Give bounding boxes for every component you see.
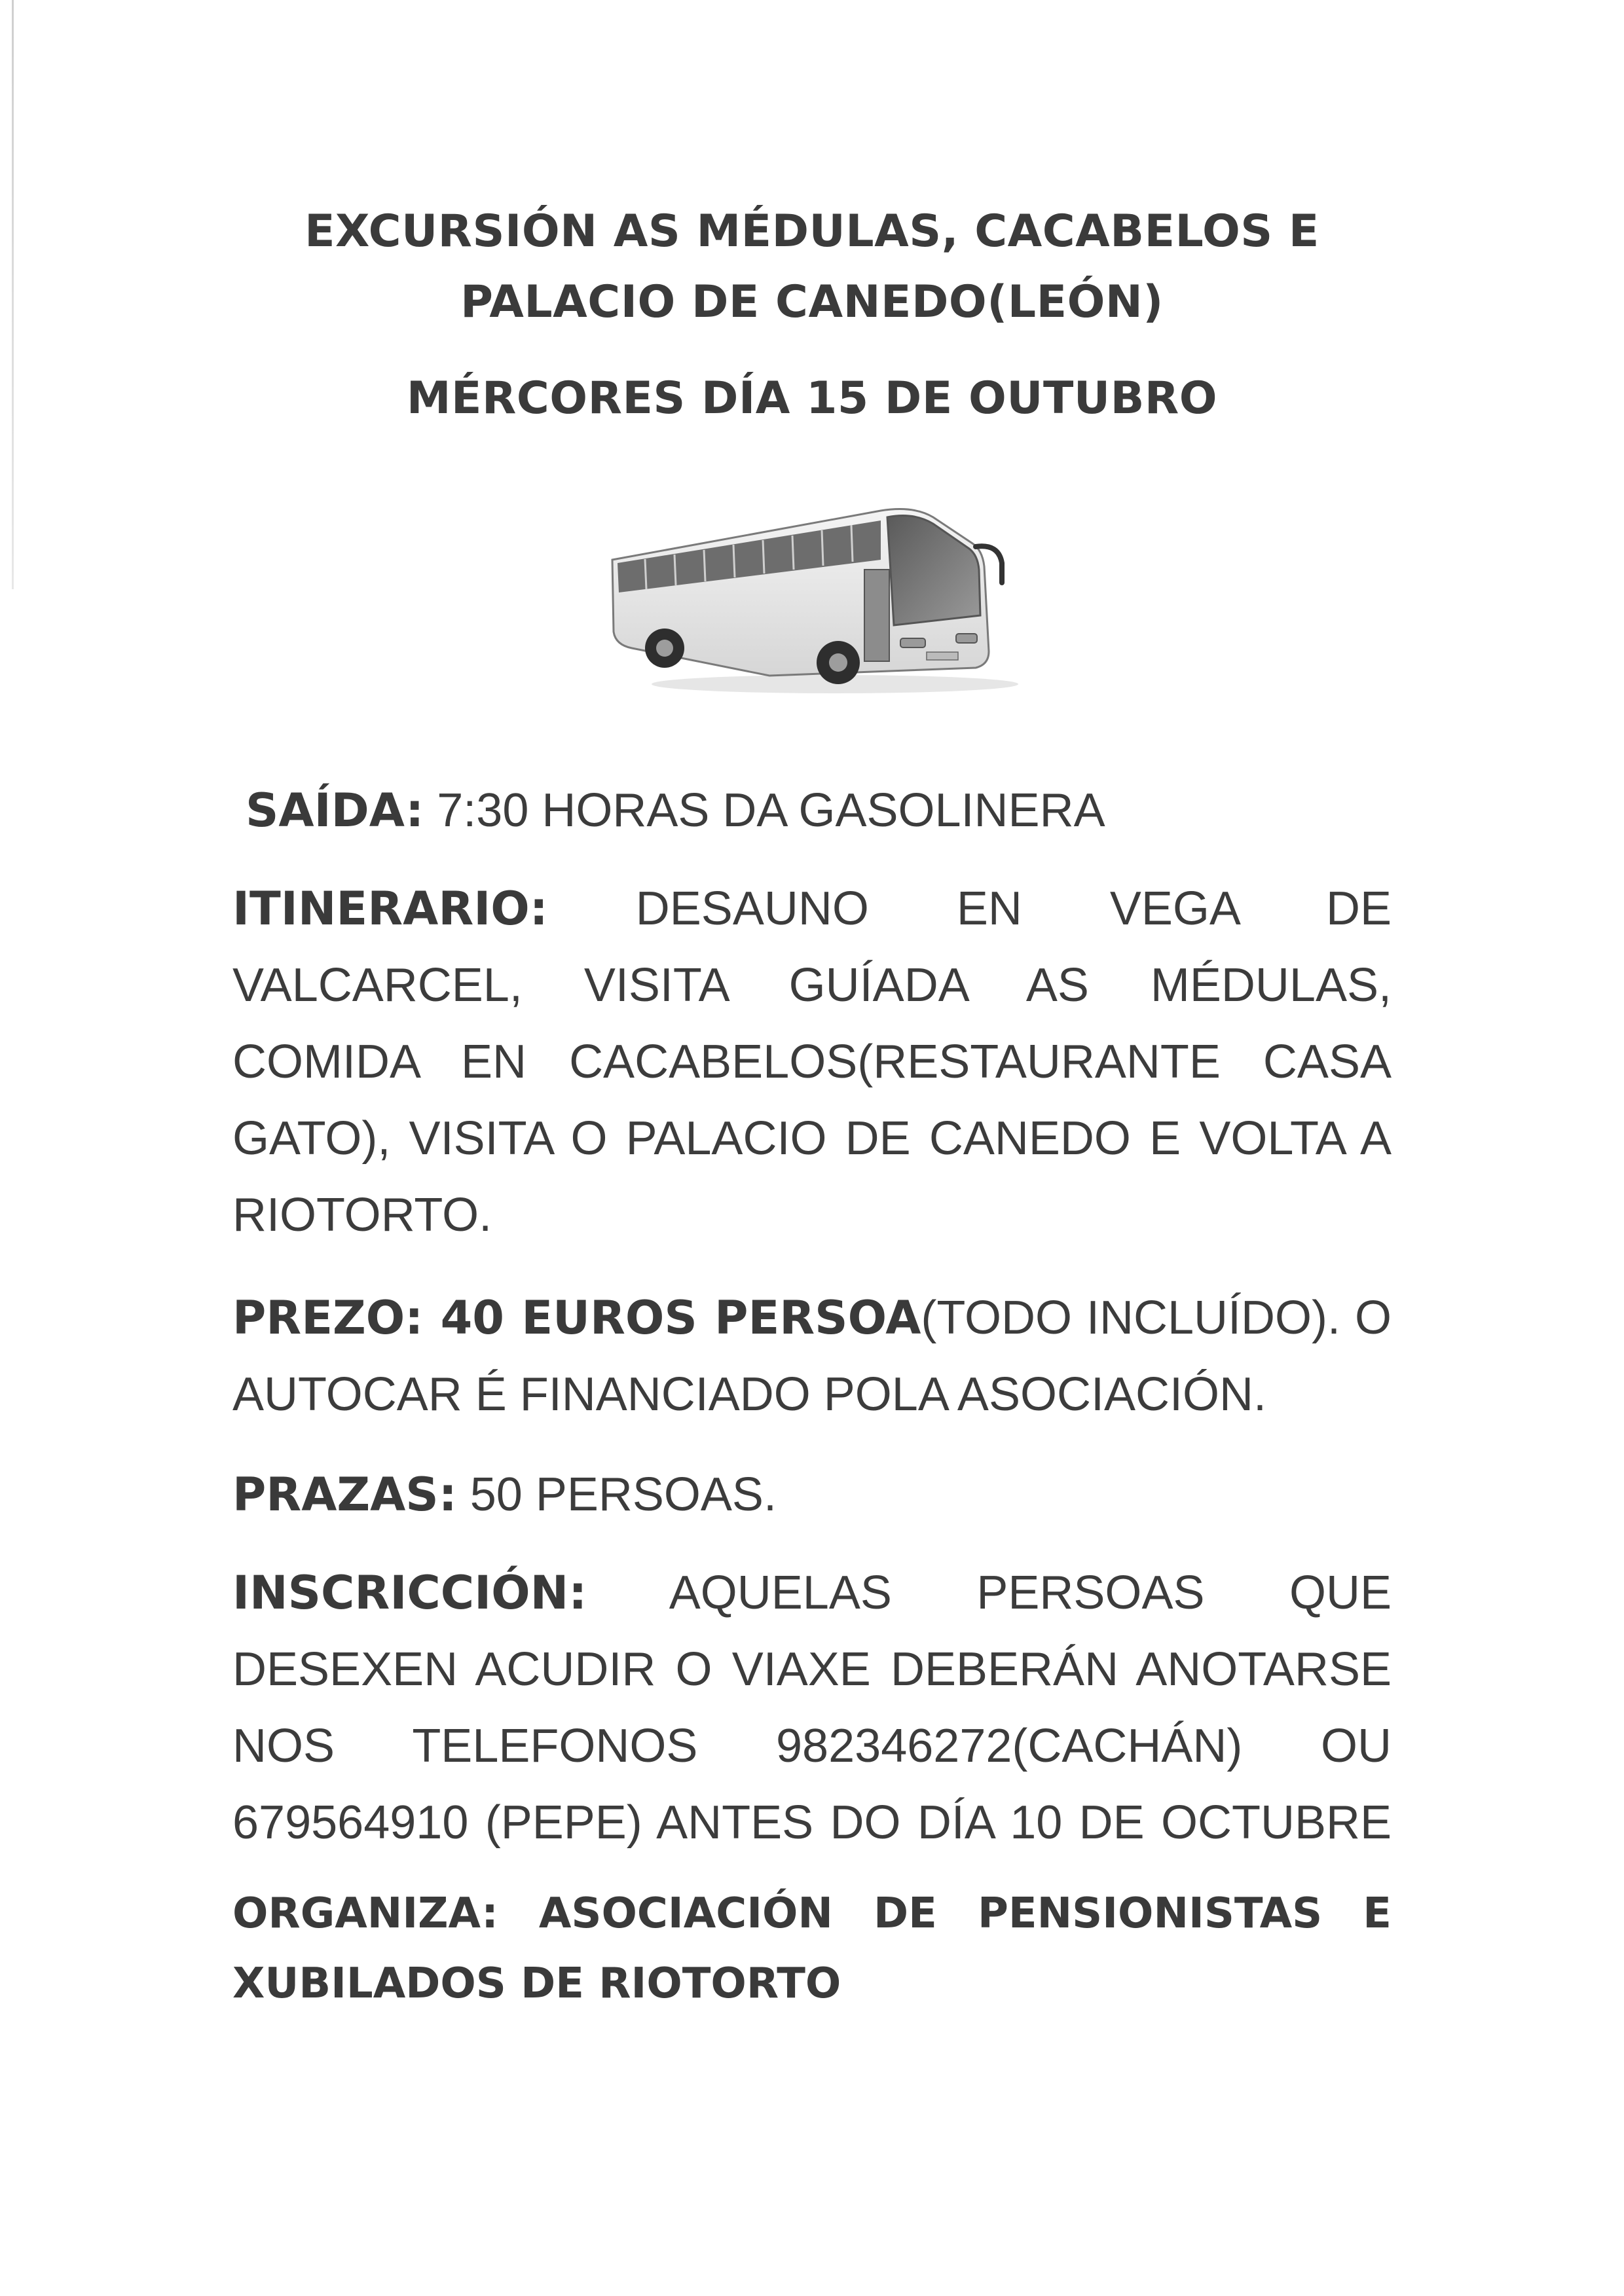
- section-prezo: [232, 1280, 1392, 1433]
- prezo-text: (TODO INCLUÍDO). O AUTOCAR É FINANCIADO POLA ASOCIACIÓN.: [232, 1292, 1392, 1421]
- salida-label: SAÍDA:: [246, 784, 424, 837]
- salida-text: 7:30 HORAS DA GASOLINERA: [424, 784, 1105, 837]
- section-itinerario: [232, 871, 1392, 1254]
- prezo-label: PREZO: 40 EUROS PERSOA: [232, 1291, 921, 1345]
- itinerario-label: ITINERARIO:: [232, 882, 548, 936]
- inscriccion-text: AQUELAS PERSOAS QUE DESEXEN ACUDIR O VIAXE DEBERÁN ANOTARSE NOS TELEFONOS 982346272(CACHÁN) OU 679564910 (PEPE) ANTES DO DÍA 10 DE OCTUBRE: [232, 1567, 1392, 1849]
- title-line-1: EXCURSIÓN AS MÉDULAS, CACABELOS E: [304, 206, 1320, 257]
- section-organiza: ORGANIZA: ASOCIACIÓN DE PENSIONISTAS E XUBILADOS DE RIOTORTO: [232, 1889, 1392, 2008]
- prazas-label: PRAZAS:: [232, 1468, 457, 1522]
- title-date: MÉRCORES DÍA 15 DE OUTUBRO: [406, 373, 1218, 424]
- itinerario-text: DESAUNO EN VEGA DE VALCARCEL, VISITA GUÍADA AS MÉDULAS, COMIDA EN CACABELOS(RESTAURANTE CASA GATO), VISITA O PALACIO DE CANEDO E VOLTA A RIOTORTO.: [232, 883, 1392, 1241]
- bus-icon: [606, 484, 1038, 701]
- section-prazas: [232, 1457, 1392, 1533]
- inscriccion-label: INSCRICCIÓN:: [232, 1566, 587, 1620]
- prazas-text: 50 PERSOAS.: [456, 1468, 777, 1521]
- title-line-2: PALACIO DE CANEDO(LEÓN): [460, 276, 1164, 328]
- section-salida: [246, 773, 1405, 849]
